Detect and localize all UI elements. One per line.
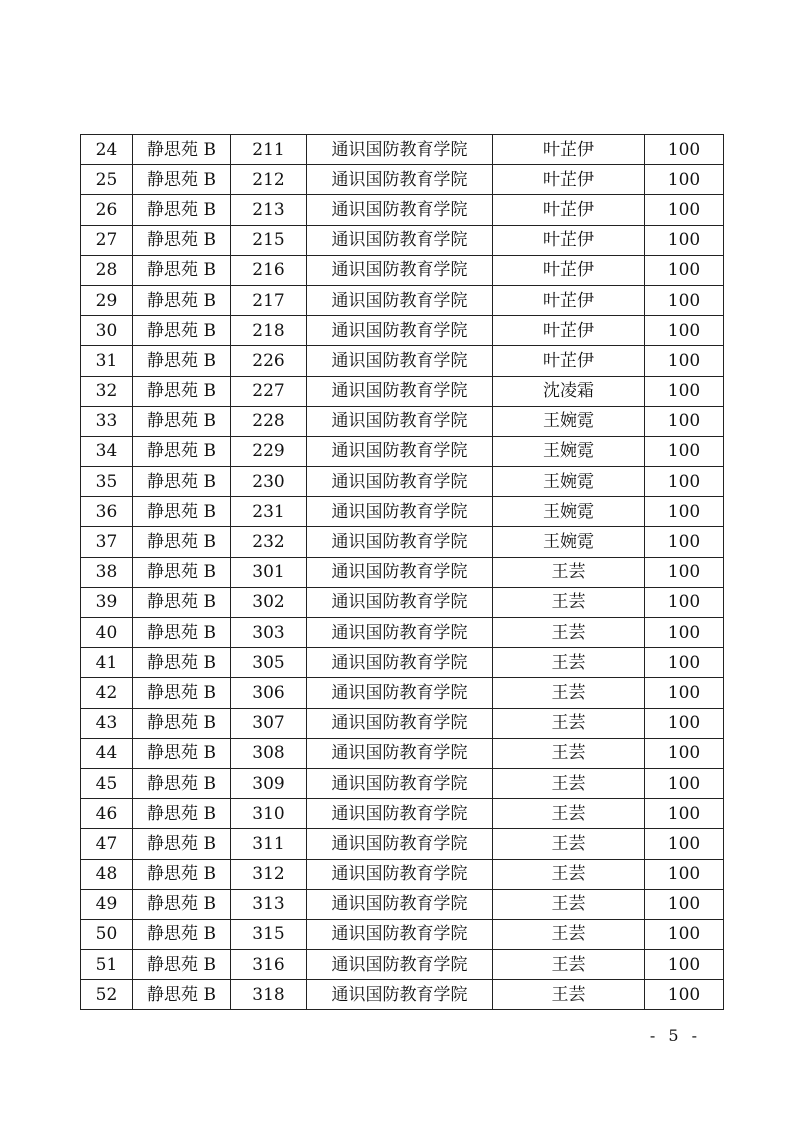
row-number-cell: 48 <box>81 859 133 889</box>
table-row <box>81 195 724 225</box>
score-cell: 100 <box>645 678 724 708</box>
table-row <box>81 346 724 376</box>
room-cell: 215 <box>231 225 307 255</box>
building-cell: 静思苑 B <box>133 557 231 587</box>
score-cell: 100 <box>645 225 724 255</box>
row-number-cell: 43 <box>81 708 133 738</box>
score-cell: 100 <box>645 587 724 617</box>
building-cell: 静思苑 B <box>133 346 231 376</box>
college-cell: 通识国防教育学院 <box>307 557 493 587</box>
row-number-cell: 33 <box>81 406 133 436</box>
table-row <box>81 829 724 859</box>
table-row <box>81 376 724 406</box>
table-row <box>81 527 724 557</box>
score-cell: 100 <box>645 346 724 376</box>
table-row <box>81 799 724 829</box>
person-cell: 王芸 <box>493 618 645 648</box>
row-number-cell: 40 <box>81 618 133 648</box>
score-cell: 100 <box>645 648 724 678</box>
person-cell: 王婉霓 <box>493 436 645 466</box>
college-cell: 通识国防教育学院 <box>307 346 493 376</box>
score-cell: 100 <box>645 859 724 889</box>
person-cell: 叶芷伊 <box>493 316 645 346</box>
building-cell: 静思苑 B <box>133 527 231 557</box>
score-cell: 100 <box>645 618 724 648</box>
college-cell: 通识国防教育学院 <box>307 376 493 406</box>
room-cell: 213 <box>231 195 307 225</box>
building-cell: 静思苑 B <box>133 406 231 436</box>
row-number-cell: 29 <box>81 285 133 315</box>
score-cell: 100 <box>645 557 724 587</box>
score-cell: 100 <box>645 889 724 919</box>
building-cell: 静思苑 B <box>133 255 231 285</box>
row-number-cell: 31 <box>81 346 133 376</box>
person-cell: 王芸 <box>493 889 645 919</box>
score-cell: 100 <box>645 708 724 738</box>
college-cell: 通识国防教育学院 <box>307 497 493 527</box>
table-row <box>81 285 724 315</box>
score-cell: 100 <box>645 527 724 557</box>
table-row <box>81 708 724 738</box>
score-cell: 100 <box>645 829 724 859</box>
table-row <box>81 859 724 889</box>
person-cell: 王婉霓 <box>493 497 645 527</box>
page-number: - 5 - <box>649 1026 701 1045</box>
table-row <box>81 587 724 617</box>
building-cell: 静思苑 B <box>133 889 231 919</box>
row-number-cell: 24 <box>81 135 133 165</box>
building-cell: 静思苑 B <box>133 859 231 889</box>
person-cell: 王婉霓 <box>493 467 645 497</box>
table-row <box>81 980 724 1010</box>
building-cell: 静思苑 B <box>133 376 231 406</box>
college-cell: 通识国防教育学院 <box>307 889 493 919</box>
room-cell: 216 <box>231 255 307 285</box>
table-row <box>81 436 724 466</box>
room-cell: 231 <box>231 497 307 527</box>
building-cell: 静思苑 B <box>133 678 231 708</box>
score-cell: 100 <box>645 950 724 980</box>
room-cell: 307 <box>231 708 307 738</box>
score-cell: 100 <box>645 376 724 406</box>
building-cell: 静思苑 B <box>133 467 231 497</box>
room-cell: 226 <box>231 346 307 376</box>
row-number-cell: 52 <box>81 980 133 1010</box>
person-cell: 叶芷伊 <box>493 346 645 376</box>
college-cell: 通识国防教育学院 <box>307 406 493 436</box>
table-row <box>81 497 724 527</box>
person-cell: 王芸 <box>493 829 645 859</box>
building-cell: 静思苑 B <box>133 316 231 346</box>
person-cell: 王芸 <box>493 919 645 949</box>
college-cell: 通识国防教育学院 <box>307 527 493 557</box>
table-row <box>81 165 724 195</box>
building-cell: 静思苑 B <box>133 829 231 859</box>
row-number-cell: 49 <box>81 889 133 919</box>
room-cell: 311 <box>231 829 307 859</box>
row-number-cell: 26 <box>81 195 133 225</box>
building-cell: 静思苑 B <box>133 980 231 1010</box>
building-cell: 静思苑 B <box>133 165 231 195</box>
person-cell: 王芸 <box>493 859 645 889</box>
building-cell: 静思苑 B <box>133 285 231 315</box>
room-cell: 315 <box>231 919 307 949</box>
table-row <box>81 678 724 708</box>
room-cell: 305 <box>231 648 307 678</box>
row-number-cell: 36 <box>81 497 133 527</box>
building-cell: 静思苑 B <box>133 799 231 829</box>
person-cell: 王婉霓 <box>493 406 645 436</box>
row-number-cell: 38 <box>81 557 133 587</box>
room-cell: 228 <box>231 406 307 436</box>
room-cell: 308 <box>231 738 307 768</box>
college-cell: 通识国防教育学院 <box>307 648 493 678</box>
room-cell: 217 <box>231 285 307 315</box>
score-cell: 100 <box>645 467 724 497</box>
person-cell: 王芸 <box>493 950 645 980</box>
table-row <box>81 648 724 678</box>
college-cell: 通识国防教育学院 <box>307 829 493 859</box>
table-row <box>81 618 724 648</box>
college-cell: 通识国防教育学院 <box>307 980 493 1010</box>
table-row <box>81 467 724 497</box>
row-number-cell: 41 <box>81 648 133 678</box>
college-cell: 通识国防教育学院 <box>307 436 493 466</box>
person-cell: 王芸 <box>493 768 645 798</box>
score-cell: 100 <box>645 768 724 798</box>
room-cell: 316 <box>231 950 307 980</box>
person-cell: 王芸 <box>493 738 645 768</box>
row-number-cell: 25 <box>81 165 133 195</box>
college-cell: 通识国防教育学院 <box>307 195 493 225</box>
table-row <box>81 225 724 255</box>
room-cell: 313 <box>231 889 307 919</box>
person-cell: 沈凌霜 <box>493 376 645 406</box>
table-row <box>81 950 724 980</box>
dormitory-score-table <box>80 134 724 1010</box>
room-cell: 218 <box>231 316 307 346</box>
score-cell: 100 <box>645 406 724 436</box>
building-cell: 静思苑 B <box>133 919 231 949</box>
building-cell: 静思苑 B <box>133 497 231 527</box>
person-cell: 叶芷伊 <box>493 165 645 195</box>
row-number-cell: 27 <box>81 225 133 255</box>
college-cell: 通识国防教育学院 <box>307 708 493 738</box>
person-cell: 王芸 <box>493 678 645 708</box>
row-number-cell: 39 <box>81 587 133 617</box>
building-cell: 静思苑 B <box>133 195 231 225</box>
building-cell: 静思苑 B <box>133 618 231 648</box>
person-cell: 王芸 <box>493 980 645 1010</box>
person-cell: 叶芷伊 <box>493 225 645 255</box>
building-cell: 静思苑 B <box>133 768 231 798</box>
college-cell: 通识国防教育学院 <box>307 738 493 768</box>
row-number-cell: 46 <box>81 799 133 829</box>
table-row <box>81 255 724 285</box>
room-cell: 227 <box>231 376 307 406</box>
room-cell: 301 <box>231 557 307 587</box>
room-cell: 309 <box>231 768 307 798</box>
table-row <box>81 889 724 919</box>
college-cell: 通识国防教育学院 <box>307 919 493 949</box>
row-number-cell: 37 <box>81 527 133 557</box>
college-cell: 通识国防教育学院 <box>307 768 493 798</box>
college-cell: 通识国防教育学院 <box>307 316 493 346</box>
score-cell: 100 <box>645 135 724 165</box>
table-row <box>81 135 724 165</box>
table-row <box>81 406 724 436</box>
score-cell: 100 <box>645 436 724 466</box>
building-cell: 静思苑 B <box>133 225 231 255</box>
college-cell: 通识国防教育学院 <box>307 859 493 889</box>
room-cell: 302 <box>231 587 307 617</box>
room-cell: 212 <box>231 165 307 195</box>
row-number-cell: 30 <box>81 316 133 346</box>
room-cell: 303 <box>231 618 307 648</box>
building-cell: 静思苑 B <box>133 950 231 980</box>
building-cell: 静思苑 B <box>133 135 231 165</box>
row-number-cell: 44 <box>81 738 133 768</box>
row-number-cell: 50 <box>81 919 133 949</box>
building-cell: 静思苑 B <box>133 648 231 678</box>
person-cell: 王芸 <box>493 708 645 738</box>
row-number-cell: 32 <box>81 376 133 406</box>
college-cell: 通识国防教育学院 <box>307 467 493 497</box>
college-cell: 通识国防教育学院 <box>307 255 493 285</box>
score-cell: 100 <box>645 919 724 949</box>
row-number-cell: 47 <box>81 829 133 859</box>
score-cell: 100 <box>645 316 724 346</box>
row-number-cell: 45 <box>81 768 133 798</box>
person-cell: 叶芷伊 <box>493 195 645 225</box>
college-cell: 通识国防教育学院 <box>307 950 493 980</box>
row-number-cell: 28 <box>81 255 133 285</box>
score-cell: 100 <box>645 799 724 829</box>
room-cell: 230 <box>231 467 307 497</box>
room-cell: 232 <box>231 527 307 557</box>
row-number-cell: 34 <box>81 436 133 466</box>
room-cell: 211 <box>231 135 307 165</box>
row-number-cell: 51 <box>81 950 133 980</box>
college-cell: 通识国防教育学院 <box>307 165 493 195</box>
person-cell: 王婉霓 <box>493 527 645 557</box>
college-cell: 通识国防教育学院 <box>307 587 493 617</box>
table-row <box>81 738 724 768</box>
room-cell: 312 <box>231 859 307 889</box>
person-cell: 叶芷伊 <box>493 135 645 165</box>
score-cell: 100 <box>645 255 724 285</box>
table-row <box>81 557 724 587</box>
room-cell: 306 <box>231 678 307 708</box>
building-cell: 静思苑 B <box>133 436 231 466</box>
score-cell: 100 <box>645 497 724 527</box>
building-cell: 静思苑 B <box>133 587 231 617</box>
person-cell: 王芸 <box>493 557 645 587</box>
college-cell: 通识国防教育学院 <box>307 799 493 829</box>
score-cell: 100 <box>645 738 724 768</box>
person-cell: 王芸 <box>493 587 645 617</box>
table-row <box>81 316 724 346</box>
person-cell: 王芸 <box>493 799 645 829</box>
room-cell: 318 <box>231 980 307 1010</box>
score-cell: 100 <box>645 285 724 315</box>
score-cell: 100 <box>645 195 724 225</box>
person-cell: 叶芷伊 <box>493 255 645 285</box>
college-cell: 通识国防教育学院 <box>307 618 493 648</box>
college-cell: 通识国防教育学院 <box>307 285 493 315</box>
building-cell: 静思苑 B <box>133 708 231 738</box>
college-cell: 通识国防教育学院 <box>307 678 493 708</box>
person-cell: 叶芷伊 <box>493 285 645 315</box>
college-cell: 通识国防教育学院 <box>307 135 493 165</box>
building-cell: 静思苑 B <box>133 738 231 768</box>
table-row <box>81 919 724 949</box>
row-number-cell: 35 <box>81 467 133 497</box>
score-cell: 100 <box>645 980 724 1010</box>
row-number-cell: 42 <box>81 678 133 708</box>
college-cell: 通识国防教育学院 <box>307 225 493 255</box>
table-body <box>81 135 724 1010</box>
score-cell: 100 <box>645 165 724 195</box>
room-cell: 229 <box>231 436 307 466</box>
room-cell: 310 <box>231 799 307 829</box>
person-cell: 王芸 <box>493 648 645 678</box>
table-row <box>81 768 724 798</box>
